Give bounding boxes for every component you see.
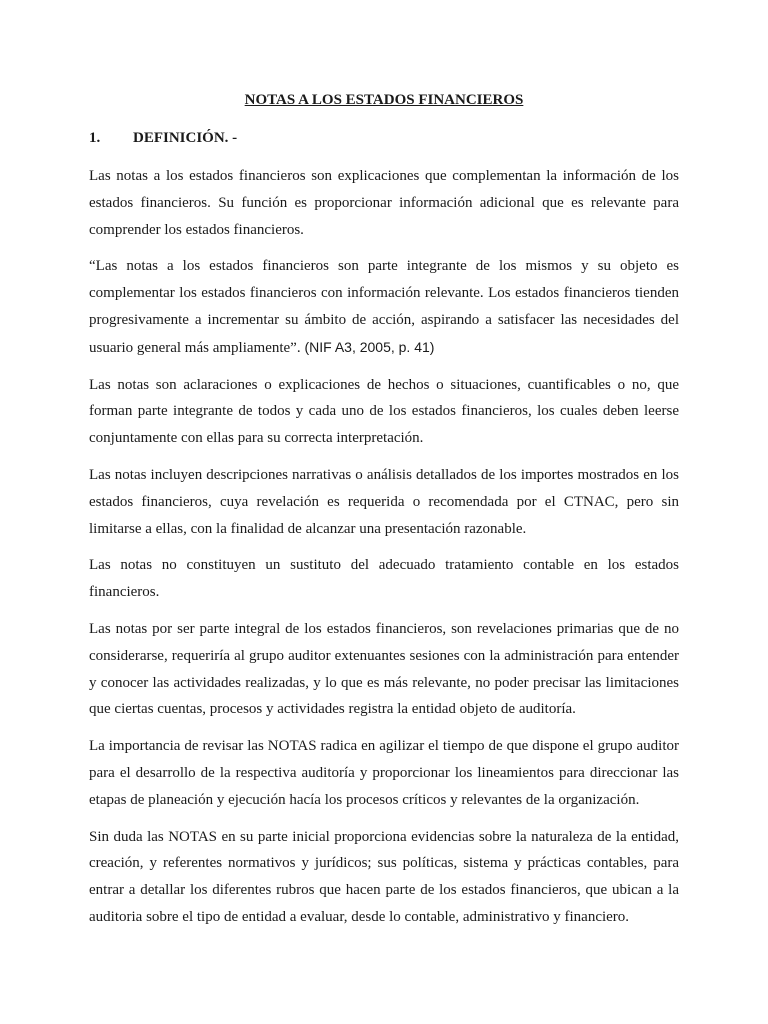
paragraph-4: Las notas incluyen descripciones narrativas o análisis detallados de los importes mostrados en los estados financieros, cuya revelación es requerida o recomendada por el CTNAC, pero sin limitarse a ellas, con la finalidad de alcanzar una presentación razonable. (89, 466, 679, 537)
paragraph-3: Las notas son aclaraciones o explicaciones de hechos o situaciones, cuantificables o no, que forman parte integrante de todos y cada uno de los estados financieros, los cuales deben leerse conjuntamente con ellas para su correcta interpretación. (89, 376, 679, 447)
citation: (NIF A3, 2005, p. 41) (300, 338, 435, 355)
document-title: NOTAS A LOS ESTADOS FINANCIEROS (244, 92, 524, 108)
section-heading (89, 130, 237, 147)
paragraph-1: Las notas a los estados financieros son explicaciones que complementan la información de los estados financieros. Su función es proporcionar información adicional que es relevante para comprender los estados financieros. (89, 168, 679, 238)
paragraph-7: La importancia de revisar las NOTAS radica en agilizar el tiempo de que dispone el grupo auditor para el desarrollo de la respectiva auditoría y proporcionar los lineamientos para direccionar las etapas de planeación y ejecución hacía los procesos críticos y relevantes de la organización. (89, 738, 679, 808)
paragraph-5: Las notas no constituyen un sustituto del adecuado tratamiento contable en los estados financieros. (89, 557, 679, 601)
paragraph-2-quote (89, 253, 679, 361)
paragraph-8: Sin duda las NOTAS en su parte inicial proporciona evidencias sobre la naturaleza de la entidad, creación, y referentes normativos y jurídicos; sus políticas, sistema y prácticas contables, para entrar a detallar los diferentes rubros que hacen parte de los estados financieros, que ubican a la auditoria sobre el tipo de entidad a evaluar, desde lo contable, administrativo y financiero. (89, 828, 679, 925)
section-number: 1. (89, 130, 101, 146)
paragraph-6: Las notas por ser parte integral de los estados financieros, son revelaciones primarias que de no considerarse, requeriría al grupo auditor extenuantes sesiones con la administración para entender y conocer las actividades realizadas, y lo que es más relevante, no poder precisar las limitaciones que ciertas cuentas, procesos y actividades registra la entidad objeto de auditoría. (89, 620, 679, 718)
section-label: DEFINICIÓN. - (133, 130, 238, 146)
body-text (89, 163, 679, 941)
quote-text: “Las notas a los estados financieros son parte integrante de los mismos y su objeto es complementar los estados financieros con información relevante. Los estados financieros tienden progresivamente a incrementar su ámbito de acción, aspirando a satisfacer las necesidades del usuario general más ampliamente”. (89, 258, 679, 356)
